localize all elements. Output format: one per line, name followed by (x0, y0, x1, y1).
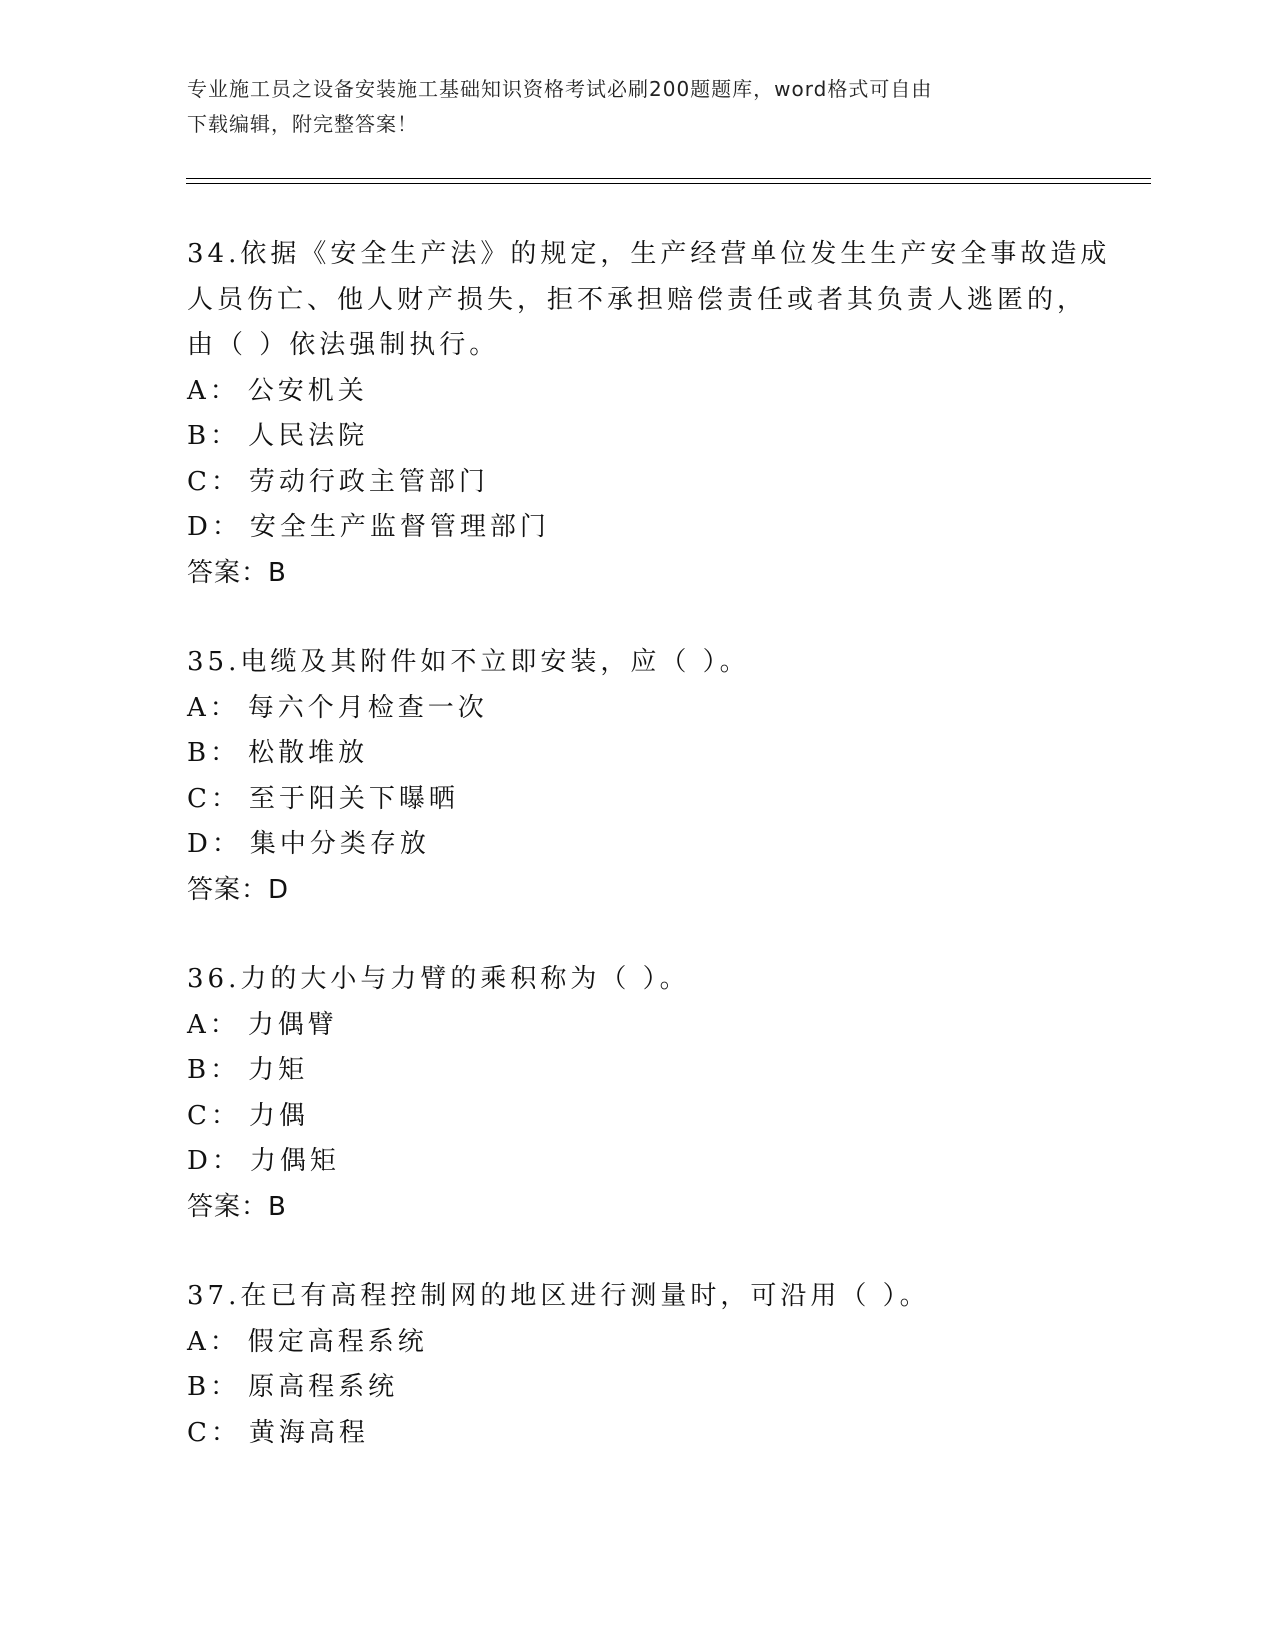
option-c (187, 1411, 1187, 1457)
option-b (187, 1048, 1187, 1094)
option-label: C： (187, 1417, 241, 1448)
option-b (187, 414, 1187, 460)
option-label: B： (187, 1372, 241, 1402)
option-label: D： (187, 1146, 242, 1176)
option-label: B： (187, 738, 241, 768)
option-a (187, 369, 1187, 415)
option-label: B： (187, 1055, 241, 1085)
header-divider-top (186, 178, 1151, 179)
question-list (187, 232, 1187, 1500)
option-label: C： (187, 466, 241, 497)
option-label: C： (187, 1100, 241, 1131)
option-b (187, 1365, 1187, 1411)
option-label: B： (187, 421, 241, 451)
option-text: 人民法院 (248, 421, 369, 451)
option-label: C： (187, 783, 241, 814)
option-a (187, 1003, 1187, 1049)
option-text: 力偶 (248, 1100, 309, 1131)
answer-line: 答案：B (187, 1191, 287, 1222)
option-text: 集中分类存放 (249, 829, 430, 859)
question-stem-line: 34.依据《安全生产法》的规定，生产经营单位发生生产安全事故造成 (187, 239, 1111, 269)
option-label: D： (187, 512, 242, 542)
option-text: 安全生产监督管理部门 (249, 512, 550, 542)
question-35 (187, 640, 1187, 913)
header-line-1: 专业施工员之设备安装施工基础知识资格考试必刷200题题库，word格式可自由 (187, 77, 933, 101)
question-stem-line: 37.在已有高程控制网的地区进行测量时，可沿用（ ）。 (187, 1281, 930, 1311)
option-d (187, 505, 1187, 551)
document-header (187, 72, 1087, 142)
question-37 (187, 1274, 1187, 1456)
option-text: 劳动行政主管部门 (248, 466, 489, 497)
option-text: 至于阳关下曝晒 (248, 783, 459, 814)
option-c (187, 1094, 1187, 1140)
question-stem-line: 人员伤亡、他人财产损失，拒不承担赔偿责任或者其负责人逃匿的， (187, 284, 1088, 315)
option-label: A： (187, 1326, 240, 1357)
option-text: 假定高程系统 (247, 1326, 428, 1357)
option-text: 力偶矩 (249, 1146, 340, 1176)
question-stem-line: 由（ ）依法强制执行。 (187, 330, 500, 360)
option-c (187, 777, 1187, 823)
question-stem-line: 36.力的大小与力臂的乘积称为（ ）。 (187, 964, 690, 994)
option-d (187, 1139, 1187, 1185)
option-text: 原高程系统 (248, 1372, 399, 1402)
question-34 (187, 232, 1187, 596)
option-text: 力偶臂 (247, 1009, 338, 1040)
option-c (187, 460, 1187, 506)
option-text: 每六个月检查一次 (247, 692, 488, 723)
header-divider-bottom (186, 183, 1151, 184)
answer-line: 答案：B (187, 557, 287, 588)
header-line-2: 下载编辑，附完整答案！ (187, 112, 418, 136)
question-stem-line: 35.电缆及其附件如不立即安装，应（ ）。 (187, 647, 750, 677)
option-text: 公安机关 (247, 375, 368, 406)
option-label: A： (187, 1009, 240, 1040)
option-label: A： (187, 375, 240, 406)
option-text: 黄海高程 (248, 1417, 369, 1448)
answer-line: 答案：D (187, 874, 290, 905)
question-36 (187, 957, 1187, 1230)
option-d (187, 822, 1187, 868)
option-text: 松散堆放 (248, 738, 369, 768)
option-text: 力矩 (248, 1055, 309, 1085)
option-label: A： (187, 692, 240, 723)
option-a (187, 686, 1187, 732)
option-label: D： (187, 829, 242, 859)
option-a (187, 1320, 1187, 1366)
option-b (187, 731, 1187, 777)
